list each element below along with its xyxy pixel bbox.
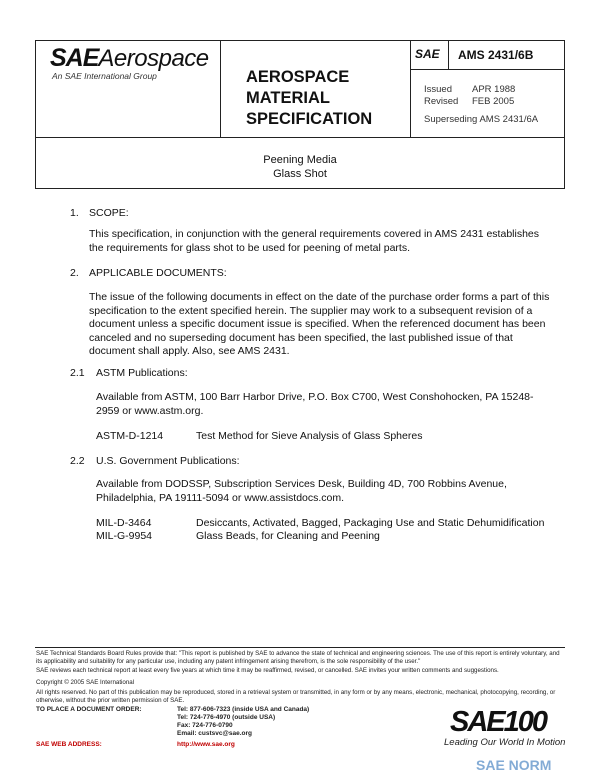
revised-label: Revised xyxy=(424,96,459,107)
section-2-heading: APPLICABLE DOCUMENTS: xyxy=(89,267,227,279)
header-divider-4 xyxy=(448,40,449,69)
tel-inside: Tel: 877-606-7323 (inside USA and Canada) xyxy=(177,706,310,713)
section-2-2-number: 2.2 xyxy=(70,455,85,467)
sae-small-logo: SAE xyxy=(415,47,440,61)
mil-g-9954-title: Glass Beads, for Cleaning and Peening xyxy=(196,530,380,542)
copyright: Copyright © 2005 SAE International xyxy=(36,679,135,686)
astm-d-1214-title: Test Method for Sieve Analysis of Glass Spheres xyxy=(196,430,423,442)
issue-info xyxy=(424,84,538,126)
astm-d-1214-id: ASTM-D-1214 xyxy=(96,430,164,442)
sae100-logo: SAE100 xyxy=(450,706,547,738)
issued-value: APR 1988 xyxy=(472,84,516,95)
issued-label: Issued xyxy=(424,84,452,95)
sae-aerospace-logo xyxy=(50,44,209,73)
header-divider-1 xyxy=(220,40,221,138)
superseding-note: Superseding AMS 2431/6A xyxy=(424,114,539,125)
section-1-number: 1. xyxy=(70,207,79,219)
order-contacts xyxy=(177,706,309,738)
title-line-1: AEROSPACE xyxy=(246,68,350,86)
slogan: Leading Our World In Motion xyxy=(444,737,566,748)
subject-title xyxy=(35,153,565,181)
spec-number: AMS 2431/6B xyxy=(458,48,534,62)
web-url-link[interactable]: http://www.sae.org xyxy=(177,741,235,748)
logo-aerospace-text: Aerospace xyxy=(98,45,209,72)
section-2-1-body: Available from ASTM, 100 Barr Harbor Drive, P.O. Box C700, West Conshohocken, PA 15248-2959 or www.astm.org. xyxy=(96,391,534,417)
fax: Fax: 724-776-0790 xyxy=(177,722,233,729)
header-divider-2 xyxy=(410,40,411,138)
revised-value: FEB 2005 xyxy=(472,96,515,107)
web-label: SAE WEB ADDRESS: xyxy=(36,741,102,748)
section-1-body: This specification, in conjunction with the general requirements covered in AMS 2431 establishes the requirements for glass shot to be used for peening of metal parts. xyxy=(89,228,539,254)
mil-g-9954-id: MIL-G-9954 xyxy=(96,530,153,542)
logo-tagline: An SAE International Group xyxy=(52,71,157,81)
subject-line-1: Peening Media xyxy=(263,154,337,166)
email[interactable]: Email: custsvc@sae.org xyxy=(177,730,252,737)
section-2-2-heading: U.S. Government Publications: xyxy=(96,455,240,467)
subject-line-2: Glass Shot xyxy=(273,168,327,180)
tel-outside: Tel: 724-776-4970 (outside USA) xyxy=(177,714,276,721)
section-2-1-heading: ASTM Publications: xyxy=(96,367,188,379)
section-2-2-body: Available from DODSSP, Subscription Services Desk, Building 4D, 700 Robbins Avenue, Philadelphia, PA 19111-5094 or www.assistdocs.com. xyxy=(96,478,507,504)
tsb-rules-text: SAE Technical Standards Board Rules provide that: "This report is published by SAE to advance the state of technical and engineering sciences. The use of this report is entirely voluntary, and its applicability and suitability for any particular use, including any patent infringement arising therefrom, is the sole responsibility of the user." xyxy=(36,650,560,665)
order-label: TO PLACE A DOCUMENT ORDER: xyxy=(36,706,142,713)
section-2-body: The issue of the following documents in effect on the date of the purchase order forms a part of this specification to the extent specified herein. The supplier may work to a subsequent revision of a document unless a specific document issue is specified. When the referenced document has been canceled and no superseding document has been specified, the last published issue of that document shall apply. Also, see AMS 2431. xyxy=(89,291,550,357)
logo-sae-text: SAE xyxy=(50,44,99,72)
mil-d-3464-title: Desiccants, Activated, Bagged, Packaging Use and Static Dehumidification xyxy=(196,517,545,529)
section-1-heading: SCOPE: xyxy=(89,207,129,219)
section-2-number: 2. xyxy=(70,267,79,279)
section-2-1-number: 2.1 xyxy=(70,367,85,379)
document-type-title xyxy=(246,67,372,130)
sae-norm-watermark: SAE NORM xyxy=(476,757,552,773)
title-line-2: MATERIAL xyxy=(246,89,331,107)
title-line-3: SPECIFICATION xyxy=(246,110,373,128)
review-text: SAE reviews each technical report at least every five years at which time it may be reaffirmed, revised, or cancelled. SAE invites your written comments and suggestions. xyxy=(36,667,499,674)
footer-rule xyxy=(35,647,565,648)
mil-d-3464-id: MIL-D-3464 xyxy=(96,517,152,529)
header-divider-3 xyxy=(410,69,565,70)
rights-text: All rights reserved. No part of this publication may be reproduced, stored in a retrieval system or transmitted, in any form or by any means, electronic, mechanical, photocopying, recording, or otherwise, without the prior written permission of SAE. xyxy=(36,689,556,704)
